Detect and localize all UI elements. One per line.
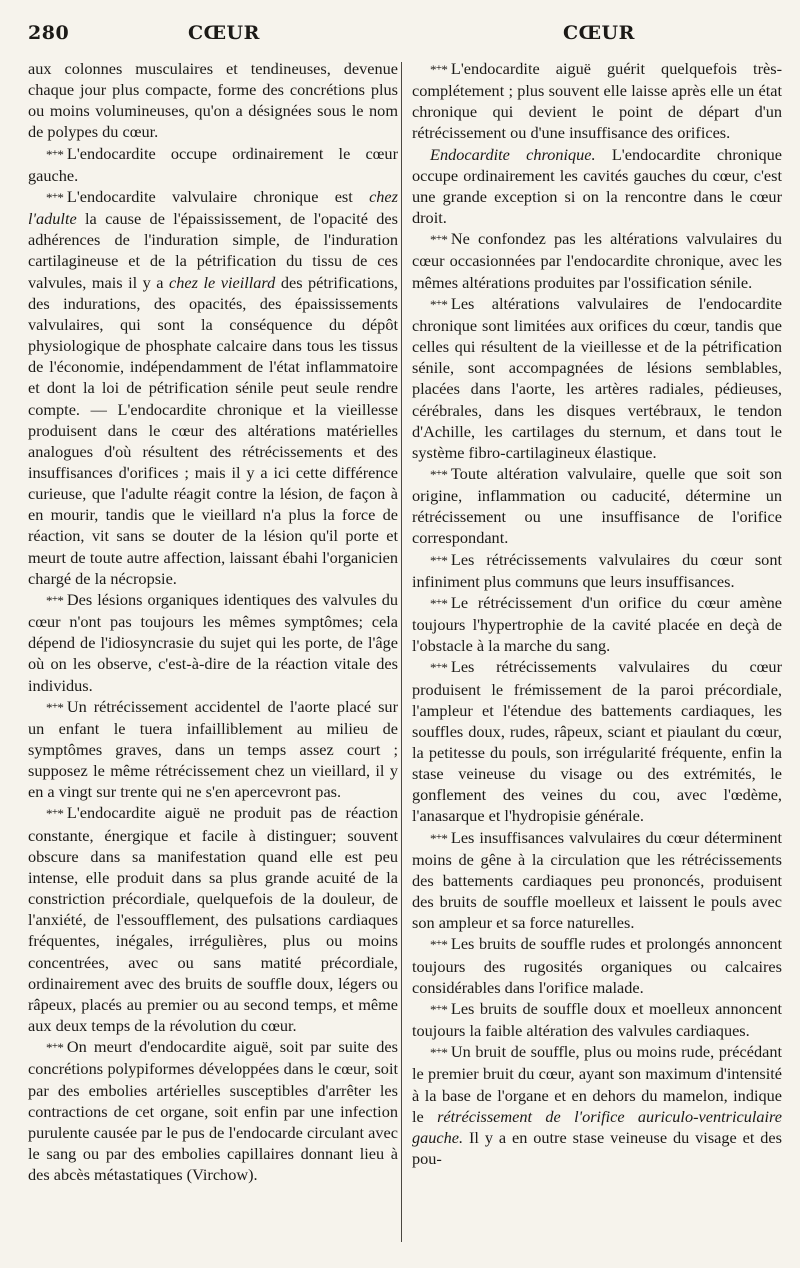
asterism-mark: *⁺* xyxy=(46,699,63,715)
text-run: L'endocardite chronique occupe ordinairement les cavités gauches du cœur, c'est une grande exception si on la rencontre dans le cœur droit. xyxy=(412,144,782,228)
text-run: Le rétrécissement d'un orifice du cœur amène toujours l'hypertrophie de la cavité placée en deçà de l'obstacle à la marche du sang. xyxy=(412,592,782,656)
paragraph xyxy=(412,228,782,292)
italic-text: rétrécissement de l'orifice auriculo-ventriculaire gauche. xyxy=(412,1106,782,1147)
left-running-title: CŒUR xyxy=(188,22,260,44)
paragraph xyxy=(412,1041,782,1169)
text-run: Un bruit de souffle, plus ou moins rude, précédant le premier bruit du cœur, ayant son maximum d'intensité à la base de l'organe et en dehors du mamelon, indique le xyxy=(412,1042,782,1126)
asterism-mark: *⁺* xyxy=(46,806,63,822)
italic-text: chez le vieillard xyxy=(169,272,276,292)
asterism-mark: *⁺* xyxy=(46,1040,63,1056)
right-running-title: CŒUR xyxy=(563,22,635,44)
asterism-mark: *⁺* xyxy=(430,552,447,568)
paragraph xyxy=(412,144,782,229)
paragraph xyxy=(28,186,398,589)
asterism-mark: *⁺* xyxy=(430,1001,447,1017)
italic-text: chez l'adulte xyxy=(28,186,398,229)
text-run: Les bruits de souffle doux et moelleux annoncent toujours la faible altération des valvules cardiaques. xyxy=(412,998,782,1041)
asterism-mark: *⁺* xyxy=(430,830,447,846)
column-divider xyxy=(401,62,402,1242)
text-run: des pétrifications, des indurations, des opacités, des épaississements valvulaires, qui sont la conséquence du dépôt physiologique de phosphate calcaire dans tous les tissus de l'économie, indépendamment de l'état inflammatoire et dont la loi de pétrification sénile peut seule rendre compte. — L'endocardite chronique et la vieillesse produisent dans le cœur des altérations matérielles analogues d'où résultent des rétrécissements et des insuffisances d'orifices ; mais il y a ici cette différence curieuse, que l'adulte réagit contre la lésion, de façon à en mourir, tandis que le vieillard n'a plus la force de réaction, vit sans se douter de la lésion qu'il porte et meurt de toute autre affection, laissant ébahi l'organicien chargé de la nécropsie. xyxy=(28,272,398,588)
asterism-mark: *⁺* xyxy=(46,146,63,162)
asterism-mark: *⁺* xyxy=(46,189,63,205)
asterism-mark: *⁺* xyxy=(46,592,63,608)
text-run: L'endocardite aiguë ne produit pas de réaction constante, énergique et facile à distinguer; souvent obscure dans sa manifestation quand elle est peu intense, elle produit dans sa plus grande acuité de la constriction précordiale, quelquefois de la douleur, de l'anxiété, de l'essoufflement, des pulsations cardiaques fréquentes, inégales, irrégulières, plus ou moins concentrées, avec ou sans matité précordiale, ordinairement avec des bruits de souffle doux, légers ou râpeux, placés au premier ou au second temps, et même aux deux temps de la révolution du cœur. xyxy=(28,803,398,1036)
right-text-column xyxy=(412,58,782,1253)
paragraph xyxy=(412,58,782,144)
paragraph xyxy=(412,933,782,997)
text-run: Des lésions organiques identiques des valvules du cœur n'ont pas toujours les mêmes symptômes; cela dépend de l'idiosyncrasie du sujet qui les porte, de l'âge où on les observe, c'est-à-dire de la réaction vitale des individus. xyxy=(28,589,398,695)
text-run: Un rétrécissement accidentel de l'aorte placé sur un enfant le tuera infailliblement au milieu de symptômes graves, dans un temps assez court ; supposez le même rétrécissement chez un vieillard, il y en a vingt sur trente qui ne s'en apercevront pas. xyxy=(28,696,398,802)
asterism-mark: *⁺* xyxy=(430,296,447,312)
italic-text: Endocardite chronique. xyxy=(430,144,596,164)
paragraph xyxy=(412,293,782,463)
text-run: Il y a en outre stase veineuse du visage et des pou- xyxy=(412,1127,782,1168)
text-run: Les bruits de souffle rudes et prolongés annoncent toujours des rugosités organiques ou calcaires considérables dans l'orifice malade. xyxy=(412,934,782,997)
text-run: Les altérations valvulaires de l'endocardite chronique sont limitées aux orifices du cœur, tandis que celles qui résultent de la vieillesse et de la pétrification sénile, sont accompagnées de lésions semblables, placées dans l'aorte, les artères radiales, pédieuses, cérébrales, dans les disques vertébraux, le tendon d'Achille, les cartilages du sternum, et dans tout le système fibro-cartilagineux élastique. xyxy=(412,293,782,462)
paragraph xyxy=(412,549,782,592)
text-run: Les insuffisances valvulaires du cœur déterminent moins de gêne à la circulation que les rétrécissements des battements cardiaques peu prononcés, produisent des bruits de souffle moelleux et laissent le pouls avec son ampleur et sa force naturelles. xyxy=(412,827,782,933)
asterism-mark: *⁺* xyxy=(430,232,447,248)
asterism-mark: *⁺* xyxy=(430,466,447,482)
paragraph xyxy=(412,592,782,656)
text-run: L'endocardite aiguë guérit quelquefois très-complétement ; plus souvent elle laisse après elle un état chronique qui devient le point de départ d'un rétrécissement ou d'une insuffisance des orifices. xyxy=(412,59,782,143)
asterism-mark: *⁺* xyxy=(430,595,447,611)
text-run: L'endocardite occupe ordinairement le cœur gauche. xyxy=(28,143,398,185)
paragraph xyxy=(28,143,398,186)
paragraph xyxy=(412,463,782,549)
paragraph xyxy=(412,827,782,934)
paragraph xyxy=(28,589,398,696)
text-run: Ne confondez pas les altérations valvulaires du cœur occasionnées par l'endocardite chronique, avec les mêmes altérations produites par l'ossification sénile. xyxy=(412,229,782,292)
paragraph xyxy=(28,802,398,1036)
asterism-mark: *⁺* xyxy=(430,62,447,77)
text-run: On meurt d'endocardite aiguë, soit par suite des concrétions polypiformes développées dans le cœur, soit par des embolies artérielles susceptibles d'arrêter les contractions de cet organe, soit enfin par une infection purulente causée par le pus de l'endocarde circulant avec le sang ou par des embolies capillaires donnant lieu à des abcès métastatiques (Virchow). xyxy=(28,1037,398,1185)
running-header xyxy=(28,22,776,50)
page-number: 280 xyxy=(28,22,70,44)
paragraph xyxy=(28,58,398,143)
asterism-mark: *⁺* xyxy=(430,660,447,676)
paragraph xyxy=(28,1036,398,1185)
paragraph xyxy=(412,656,782,826)
text-run: Les rétrécissements valvulaires du cœur produisent le frémissement de la paroi précordiale, l'ampleur et l'étendue des battements cardiaques, les souffles doux, rudes, râpeux, sciant et piaulant du cœur, la petitesse du pouls, son irrégularité fréquente, enfin la stase veineuse du visage ou des extrémités, le gonflement des veines du cou, avec l'œdème, l'anasarque et l'hydropisie générale. xyxy=(412,657,782,826)
paragraph xyxy=(28,696,398,803)
asterism-mark: *⁺* xyxy=(430,937,447,953)
paragraph xyxy=(412,998,782,1041)
left-text-column xyxy=(28,58,398,1253)
text-run: L'endocardite valvulaire chronique est xyxy=(66,186,370,206)
asterism-mark: *⁺* xyxy=(430,1045,447,1061)
text-run: aux colonnes musculaires et tendineuses, devenue chaque jour plus compacte, forme des concrétions plus ou moins volumineuses, qu'on a désignées sous le nom de polypes du cœur. xyxy=(28,59,398,142)
text-run: la cause de l'épaississement, de l'opacité des adhérences de l'induration simple, de l'induration cartilagineuse et de la pétrification du tissu de ces valvules, mais il y a xyxy=(28,209,398,292)
text-run: Les rétrécissements valvulaires du cœur sont infiniment plus communs que leurs insuffisances. xyxy=(412,549,782,591)
text-run: Toute altération valvulaire, quelle que soit son origine, inflammation ou caducité, détermine un rétrécissement ou une insuffisance de l'orifice correspondant. xyxy=(412,463,782,548)
